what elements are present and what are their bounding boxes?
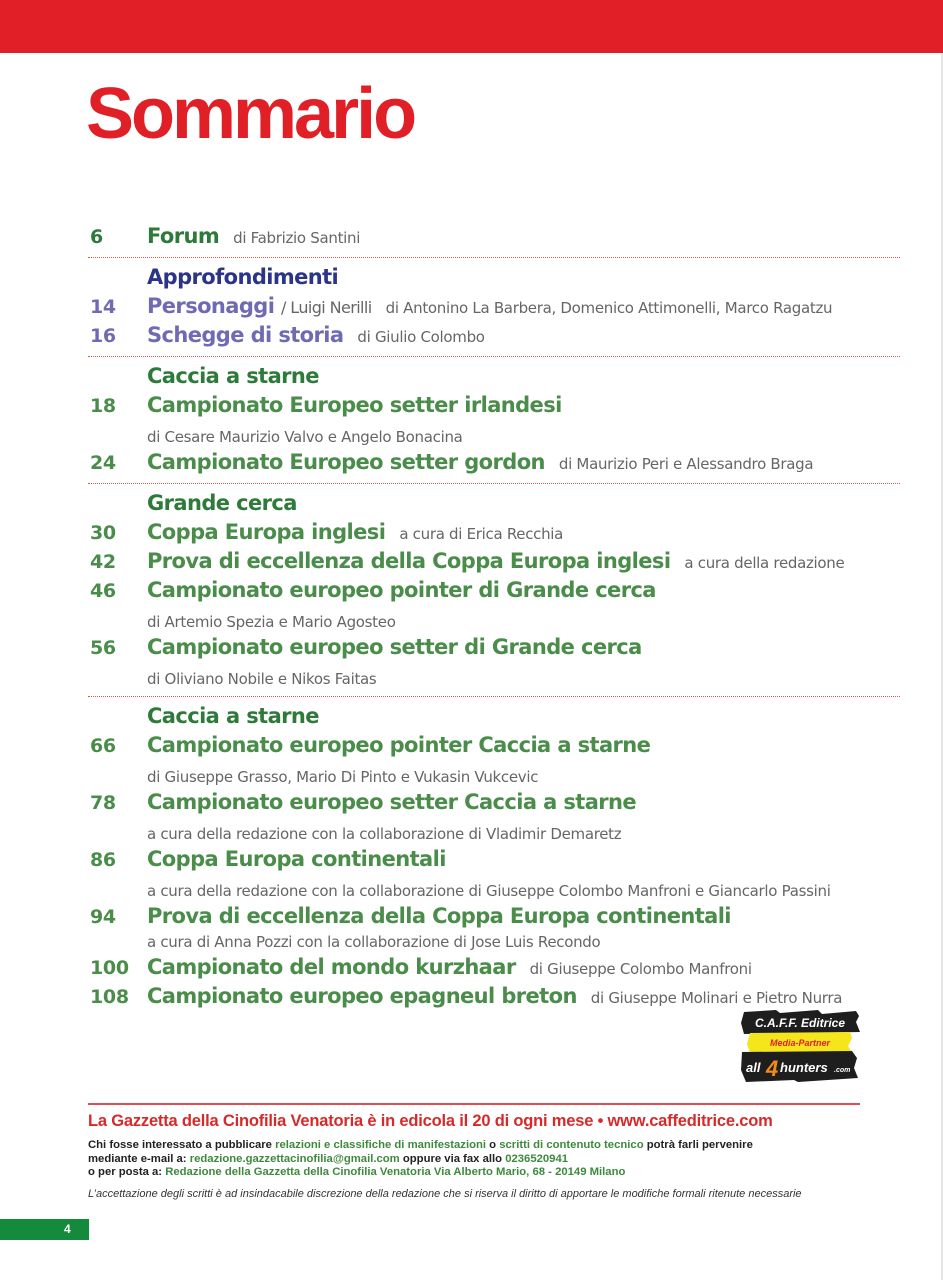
submission-line-1: Chi fosse interessato a pubblicare relazioni e classifiche di manifestazioni o scritti di contenuto tecnico potrà farli pervenire — [88, 1139, 753, 1151]
footer-divider — [88, 1103, 860, 1105]
toc-entry-18[interactable] — [88, 393, 900, 422]
dotted-divider — [88, 696, 900, 698]
svg-text:C.A.F.F. Editrice: C.A.F.F. Editrice — [754, 1016, 846, 1030]
entry-author: a cura di Anna Pozzi con la collaborazione di Jose Luis Recondo — [147, 933, 601, 951]
svg-text:all: all — [746, 1060, 761, 1075]
entry-author: di Giuseppe Colombo Manfroni — [529, 960, 752, 978]
entry-author: a cura di Erica Recchia — [399, 525, 564, 543]
submission-line-3: o per posta a: Redazione della Gazzetta della Cinofilia Venatoria Via Alberto Mario, 68 - 20149 Milano — [88, 1166, 626, 1178]
postal-address: Redazione della Gazzetta della Cinofilia Venatoria Via Alberto Mario, 68 - 20149 Milano — [165, 1166, 626, 1178]
page-number: 78 — [90, 792, 116, 814]
toc-entry-94-author — [88, 933, 900, 955]
entry-title: Coppa Europa inglesi a cura di Erica Recchia — [147, 520, 564, 544]
toc-entry-78-author — [88, 819, 900, 847]
entry-title: Prova di eccellenza della Coppa Europa continentali — [147, 904, 731, 928]
entry-title: Campionato Europeo setter irlandesi — [147, 393, 562, 417]
page-number: 46 — [90, 580, 116, 602]
page-number: 56 — [90, 637, 116, 659]
toc-entry-56-author — [88, 664, 900, 692]
entry-title: Campionato europeo pointer di Grande cerca — [147, 578, 656, 602]
page-number: 94 — [90, 906, 116, 928]
toc-entry-100[interactable] — [88, 955, 900, 984]
toc-entry-30[interactable] — [88, 520, 900, 549]
page-number: 108 — [90, 986, 129, 1008]
top-color-band — [0, 0, 943, 53]
toc-entry-forum[interactable] — [88, 224, 900, 253]
entry-title: Coppa Europa continentali — [147, 847, 446, 871]
page-number: 30 — [90, 522, 116, 544]
entry-title: Prova di eccellenza della Coppa Europa inglesi a cura della redazione — [147, 549, 845, 573]
dotted-divider — [88, 483, 900, 485]
page-number: 16 — [90, 325, 116, 347]
entry-author: a cura della redazione con la collaborazione di Vladimir Demaretz — [147, 825, 622, 843]
entry-author: di Cesare Maurizio Valvo e Angelo Bonacina — [147, 428, 463, 446]
entry-author: a cura della redazione con la collaborazione di Giuseppe Colombo Manfroni e Giancarlo Passini — [147, 882, 831, 900]
entry-title: Schegge di storia di Giulio Colombo — [147, 323, 485, 347]
toc-entry-66[interactable] — [88, 733, 900, 762]
toc-entry-86-author — [88, 876, 900, 904]
disclaimer: L’accettazione degli scritti è ad insindacabile discrezione della redazione che si riserva il diritto di apportare le modifiche formali ritenute necessarie — [88, 1188, 802, 1200]
toc-entry-42[interactable] — [88, 549, 900, 578]
entry-author: di Giuseppe Grasso, Mario Di Pinto e Vukasin Vukcevic — [147, 768, 539, 786]
entry-title: Personaggi / Luigi Nerilli di Antonino La Barbera, Domenico Attimonelli, Marco Ragatzu — [147, 294, 833, 318]
entry-author: di Giulio Colombo — [357, 328, 485, 346]
page-number: 6 — [90, 226, 103, 248]
entry-title: Campionato europeo setter Caccia a starne — [147, 790, 637, 814]
section-heading-caccia-a-starne: Caccia a starne — [147, 364, 319, 388]
page-number: 42 — [90, 551, 116, 573]
entry-title: Campionato europeo pointer Caccia a starne — [147, 733, 651, 757]
page-number: 86 — [90, 849, 116, 871]
toc-entry-94[interactable] — [88, 904, 900, 933]
toc-entry-schegge-di-storia[interactable] — [88, 323, 900, 352]
toc-entry-56[interactable] — [88, 635, 900, 664]
toc-entry-24[interactable] — [88, 450, 900, 479]
footer-headline: La Gazzetta della Cinofilia Venatoria è in edicola il 20 di ogni mese • www.caffeditrice.com — [88, 1112, 773, 1130]
entry-author: di Maurizio Peri e Alessandro Braga — [558, 455, 814, 473]
entry-author: di Giuseppe Molinari e Pietro Nurra — [590, 989, 843, 1007]
table-of-contents — [88, 224, 900, 1013]
toc-entry-18-author — [88, 422, 900, 450]
page-number-label: 4 — [64, 1222, 71, 1236]
entry-title: Campionato europeo epagneul breton di Giuseppe Molinari e Pietro Nurra — [147, 984, 843, 1008]
entry-author: di Antonino La Barbera, Domenico Attimonelli, Marco Ragatzu — [385, 299, 833, 317]
page-number: 66 — [90, 735, 116, 757]
svg-text:.com: .com — [834, 1067, 851, 1074]
section-heading-approfondimenti: Approfondimenti — [147, 265, 339, 289]
media-partner-logo — [738, 1008, 862, 1086]
page-number-tab — [0, 1219, 89, 1240]
toc-entry-46[interactable] — [88, 578, 900, 607]
submission-info — [88, 1139, 753, 1180]
fax-number: 0236520941 — [505, 1152, 569, 1165]
entry-author: di Artemio Spezia e Mario Agosteo — [147, 613, 396, 631]
entry-title: Forum di Fabrizio Santini — [147, 224, 361, 248]
entry-author: a cura della redazione — [684, 554, 845, 572]
section-heading-grande-cerca: Grande cerca — [147, 491, 297, 515]
section-heading-caccia-a-starne-2: Caccia a starne — [147, 704, 319, 728]
toc-entry-86[interactable] — [88, 847, 900, 876]
svg-text:hunters: hunters — [780, 1060, 828, 1075]
toc-entry-personaggi[interactable] — [88, 294, 900, 323]
page-number: 18 — [90, 395, 116, 417]
entry-title: Campionato del mondo kurzhaar di Giuseppe Colombo Manfroni — [147, 955, 752, 979]
dotted-divider — [88, 356, 900, 358]
dotted-divider — [88, 257, 900, 259]
entry-title: Campionato europeo setter di Grande cerca — [147, 635, 642, 659]
page-number: 24 — [90, 452, 116, 474]
email-link[interactable]: redazione.gazzettacinofilia@gmail.com — [189, 1152, 400, 1165]
svg-text:4: 4 — [766, 1056, 779, 1081]
entry-author: di Fabrizio Santini — [233, 229, 361, 247]
page-title: Sommario — [86, 74, 415, 154]
toc-entry-78[interactable] — [88, 790, 900, 819]
toc-entry-46-author — [88, 607, 900, 635]
page-number: 14 — [90, 296, 116, 318]
submission-line-2: mediante e-mail a: redazione.gazzettacinofilia@gmail.com oppure via fax allo 0236520941 — [88, 1152, 569, 1165]
page-number: 100 — [90, 957, 129, 979]
toc-entry-66-author — [88, 762, 900, 790]
entry-author: di Oliviano Nobile e Nikos Faitas — [147, 670, 377, 688]
entry-title: Campionato Europeo setter gordon di Maurizio Peri e Alessandro Braga — [147, 450, 814, 474]
svg-text:Media-Partner: Media-Partner — [769, 1038, 831, 1048]
